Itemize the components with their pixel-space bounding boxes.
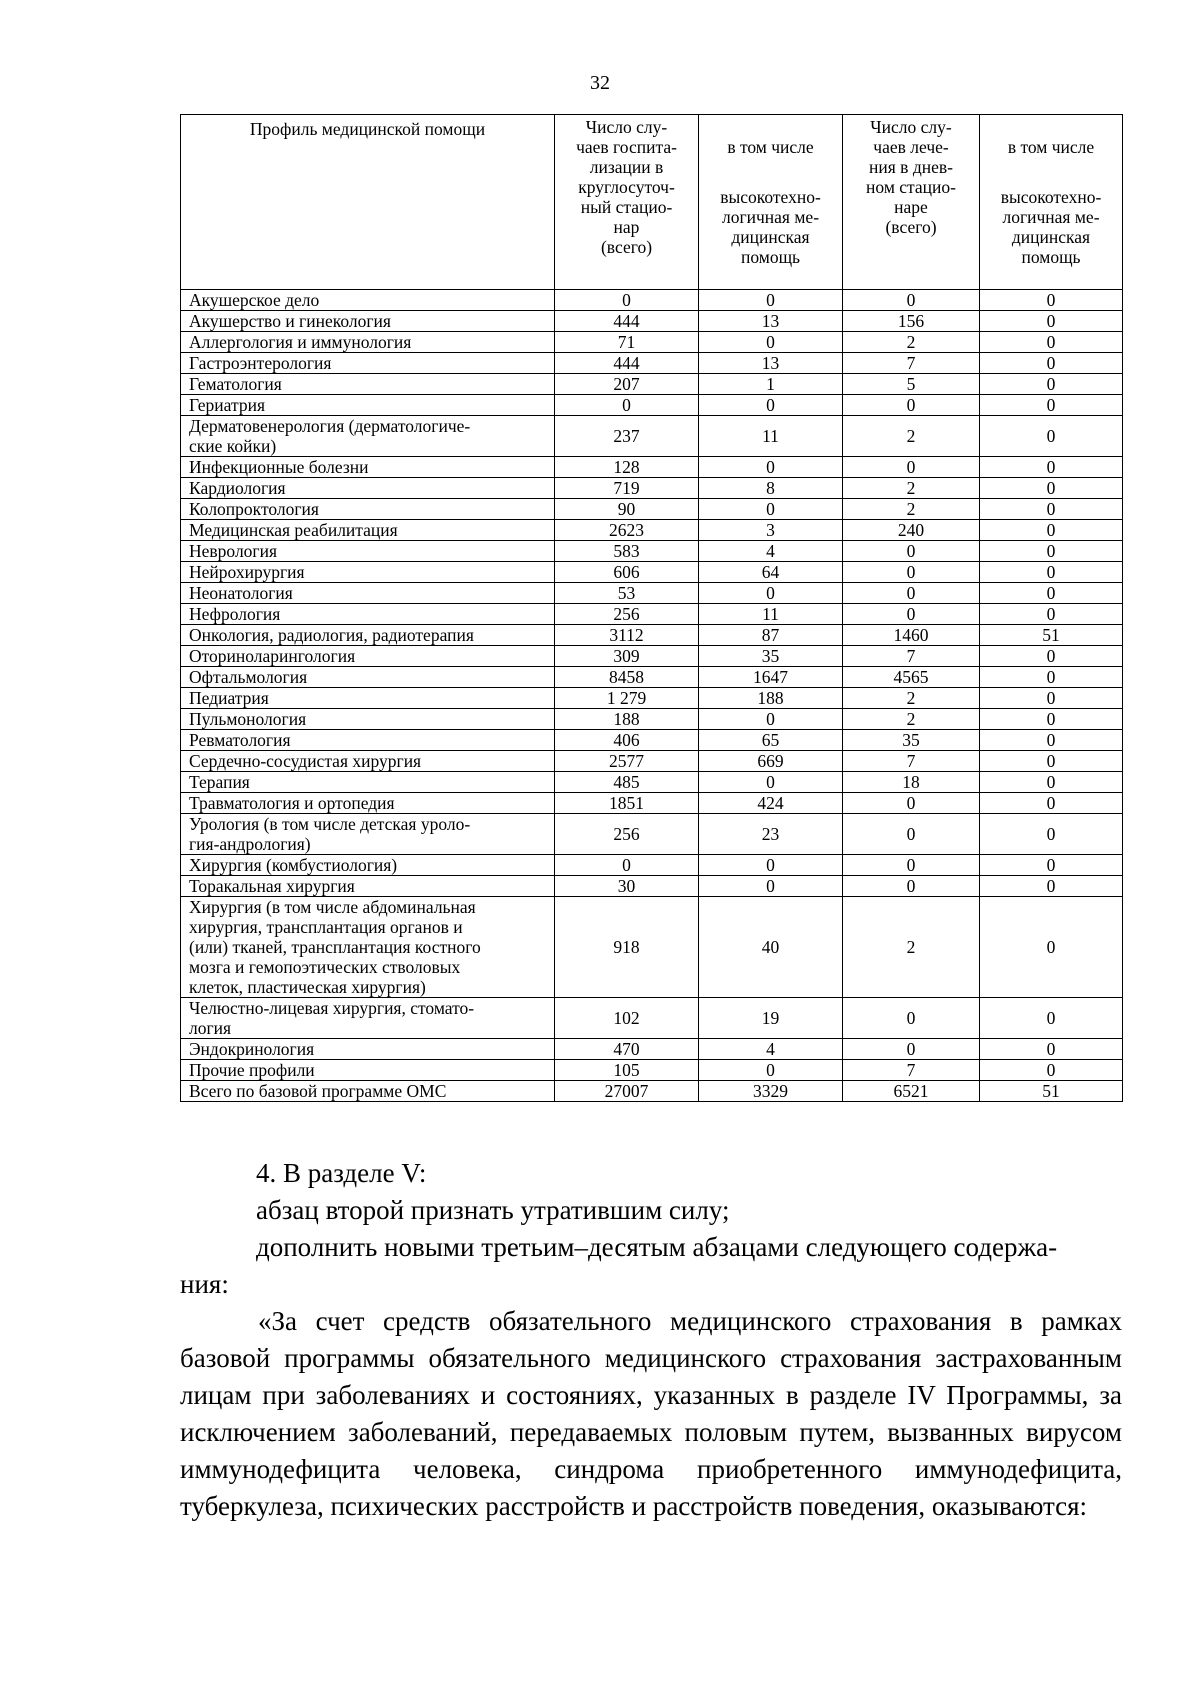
row-value-c3: 1460 [843, 625, 980, 646]
row-value-c2: 23 [699, 814, 843, 855]
row-value-c4: 0 [980, 876, 1123, 897]
header-hosp-incl [699, 115, 843, 290]
row-value-c1: 485 [555, 772, 699, 793]
row-value-c4: 0 [980, 730, 1123, 751]
row-value-c1: 30 [555, 876, 699, 897]
row-value-c4: 0 [980, 688, 1123, 709]
row-profile-name: Педиатрия [181, 688, 555, 709]
row-profile-name: Кардиология [181, 478, 555, 499]
row-value-c2: 424 [699, 793, 843, 814]
header-day-incl-sub: высокотехно- логичная ме- дицинская помощь [1000, 187, 1102, 267]
row-value-c1: 90 [555, 499, 699, 520]
row-value-c3: 0 [843, 814, 980, 855]
row-profile-name: Хирургия (в том числе абдоминальная хирургия, трансплантация органов и (или) тканей, трансплантация костного мозга и гемопоэтических стволовых клеток, пластическая хирургия) [181, 897, 555, 998]
table-row [181, 290, 1123, 311]
header-hosp-incl-sub: высокотехно- логичная ме- дицинская помощь [720, 187, 821, 267]
row-profile-name: Акушерство и гинекология [181, 311, 555, 332]
row-value-c1: 53 [555, 583, 699, 604]
table-row [181, 520, 1123, 541]
row-value-c1: 444 [555, 311, 699, 332]
row-value-c2: 4 [699, 541, 843, 562]
row-value-c1: 918 [555, 897, 699, 998]
table-row [181, 332, 1123, 353]
table-row [181, 688, 1123, 709]
row-value-c2: 8 [699, 478, 843, 499]
table-row [181, 1081, 1123, 1102]
table-body [181, 290, 1123, 1102]
row-value-c3: 0 [843, 876, 980, 897]
row-value-c4: 0 [980, 646, 1123, 667]
row-value-c3: 240 [843, 520, 980, 541]
row-value-c4: 0 [980, 814, 1123, 855]
row-value-c1: 2577 [555, 751, 699, 772]
row-value-c1: 3112 [555, 625, 699, 646]
header-profile-label: Профиль медицинской помощи [249, 119, 486, 139]
table-row [181, 814, 1123, 855]
row-profile-name: Нефрология [181, 604, 555, 625]
row-value-c4: 0 [980, 772, 1123, 793]
row-value-c3: 2 [843, 897, 980, 998]
row-value-c1: 606 [555, 562, 699, 583]
row-value-c4: 0 [980, 1039, 1123, 1060]
row-value-c1: 105 [555, 1060, 699, 1081]
row-profile-name: Всего по базовой программе ОМС [181, 1081, 555, 1102]
row-value-c4: 0 [980, 751, 1123, 772]
table-row [181, 1060, 1123, 1081]
row-value-c4: 0 [980, 520, 1123, 541]
row-profile-name: Неврология [181, 541, 555, 562]
row-profile-name: Урология (в том числе детская уроло- гия-андрология) [181, 814, 555, 855]
row-value-c3: 0 [843, 395, 980, 416]
row-value-c3: 0 [843, 793, 980, 814]
row-value-c2: 0 [699, 290, 843, 311]
table-row [181, 897, 1123, 998]
row-value-c1: 2623 [555, 520, 699, 541]
row-value-c2: 0 [699, 772, 843, 793]
row-value-c1: 188 [555, 709, 699, 730]
row-value-c3: 2 [843, 499, 980, 520]
row-value-c4: 0 [980, 998, 1123, 1039]
table-row [181, 541, 1123, 562]
table-row [181, 876, 1123, 897]
page-number: 32 [590, 72, 610, 94]
row-profile-name: Гастроэнтерология [181, 353, 555, 374]
row-value-c1: 256 [555, 814, 699, 855]
row-value-c1: 27007 [555, 1081, 699, 1102]
row-value-c4: 0 [980, 374, 1123, 395]
header-hosp-incl-top: в том числе [727, 137, 814, 157]
row-value-c1: 583 [555, 541, 699, 562]
table-row [181, 625, 1123, 646]
row-value-c4: 0 [980, 332, 1123, 353]
row-profile-name: Акушерское дело [181, 290, 555, 311]
row-value-c3: 0 [843, 998, 980, 1039]
table-row [181, 772, 1123, 793]
text-line-3: дополнить новыми третьим–десятым абзацами следующего содержа- [256, 1232, 1058, 1262]
row-value-c3: 2 [843, 709, 980, 730]
row-value-c1: 8458 [555, 667, 699, 688]
row-value-c2: 3329 [699, 1081, 843, 1102]
table-row [181, 709, 1123, 730]
row-value-c4: 0 [980, 562, 1123, 583]
row-value-c3: 18 [843, 772, 980, 793]
row-value-c3: 7 [843, 353, 980, 374]
row-value-c3: 4565 [843, 667, 980, 688]
row-value-c3: 2 [843, 416, 980, 457]
row-value-c1: 256 [555, 604, 699, 625]
row-profile-name: Пульмонология [181, 709, 555, 730]
row-profile-name: Эндокринология [181, 1039, 555, 1060]
row-value-c4: 0 [980, 1060, 1123, 1081]
row-value-c4: 0 [980, 353, 1123, 374]
row-value-c4: 51 [980, 625, 1123, 646]
row-value-c4: 0 [980, 290, 1123, 311]
row-value-c2: 4 [699, 1039, 843, 1060]
table-row [181, 457, 1123, 478]
table-header-row [181, 115, 1123, 290]
row-value-c4: 0 [980, 793, 1123, 814]
row-profile-name: Торакальная хирургия [181, 876, 555, 897]
table-row [181, 751, 1123, 772]
row-value-c3: 7 [843, 1060, 980, 1081]
row-profile-name: Медицинская реабилитация [181, 520, 555, 541]
row-profile-name: Офтальмология [181, 667, 555, 688]
row-profile-name: Ревматология [181, 730, 555, 751]
row-value-c3: 0 [843, 541, 980, 562]
row-value-c4: 0 [980, 541, 1123, 562]
table-row [181, 667, 1123, 688]
text-line-2: абзац второй признать утратившим силу; [256, 1195, 730, 1225]
header-day-incl-top: в том числе [1007, 137, 1095, 157]
row-value-c1: 0 [555, 290, 699, 311]
row-value-c2: 0 [699, 332, 843, 353]
row-value-c4: 0 [980, 395, 1123, 416]
row-value-c1: 207 [555, 374, 699, 395]
row-value-c3: 0 [843, 604, 980, 625]
row-value-c3: 0 [843, 855, 980, 876]
row-value-c3: 7 [843, 646, 980, 667]
text-line-4: ния: [180, 1269, 229, 1299]
row-value-c3: 35 [843, 730, 980, 751]
row-value-c2: 188 [699, 688, 843, 709]
table-row [181, 374, 1123, 395]
row-value-c1: 1851 [555, 793, 699, 814]
table-row [181, 478, 1123, 499]
row-value-c4: 0 [980, 604, 1123, 625]
row-value-c2: 11 [699, 416, 843, 457]
row-value-c2: 0 [699, 876, 843, 897]
header-day-incl [980, 115, 1123, 290]
header-day-total: Число слу- чаев лече- ния в днев- ном стацио- наре (всего) [843, 115, 980, 290]
row-value-c2: 11 [699, 604, 843, 625]
row-value-c2: 87 [699, 625, 843, 646]
table-row [181, 793, 1123, 814]
row-value-c2: 35 [699, 646, 843, 667]
amendment-text [180, 1155, 1122, 1525]
table-row [181, 604, 1123, 625]
row-profile-name: Инфекционные болезни [181, 457, 555, 478]
hospitalization-table [180, 114, 1123, 1102]
table-row [181, 998, 1123, 1039]
row-value-c1: 719 [555, 478, 699, 499]
row-value-c4: 0 [980, 478, 1123, 499]
row-value-c2: 40 [699, 897, 843, 998]
table-row [181, 646, 1123, 667]
row-profile-name: Онкология, радиология, радиотерапия [181, 625, 555, 646]
row-value-c1: 0 [555, 395, 699, 416]
row-value-c1: 128 [555, 457, 699, 478]
row-value-c1: 102 [555, 998, 699, 1039]
row-value-c2: 0 [699, 499, 843, 520]
row-value-c4: 51 [980, 1081, 1123, 1102]
row-profile-name: Гематология [181, 374, 555, 395]
table-row [181, 311, 1123, 332]
row-value-c1: 444 [555, 353, 699, 374]
header-hosp-total: Число слу- чаев госпита- лизации в круглосуточ- ный стацио- нар (всего) [555, 115, 699, 290]
row-value-c2: 0 [699, 457, 843, 478]
table-row [181, 499, 1123, 520]
table-row [181, 416, 1123, 457]
row-profile-name: Прочие профили [181, 1060, 555, 1081]
row-value-c3: 0 [843, 290, 980, 311]
row-value-c1: 1 279 [555, 688, 699, 709]
row-profile-name: Нейрохирургия [181, 562, 555, 583]
section-heading: 4. В разделе V: [256, 1158, 427, 1188]
row-profile-name: Колопроктология [181, 499, 555, 520]
row-profile-name: Дерматовенерология (дерматологиче- ские койки) [181, 416, 555, 457]
row-value-c2: 0 [699, 583, 843, 604]
table-row [181, 395, 1123, 416]
row-profile-name: Гериатрия [181, 395, 555, 416]
row-value-c2: 0 [699, 709, 843, 730]
row-value-c4: 0 [980, 667, 1123, 688]
row-value-c1: 71 [555, 332, 699, 353]
table-row [181, 583, 1123, 604]
row-value-c2: 1 [699, 374, 843, 395]
table-row [181, 855, 1123, 876]
row-value-c3: 6521 [843, 1081, 980, 1102]
table-row [181, 1039, 1123, 1060]
row-profile-name: Терапия [181, 772, 555, 793]
row-value-c2: 0 [699, 1060, 843, 1081]
row-value-c1: 406 [555, 730, 699, 751]
row-value-c2: 0 [699, 855, 843, 876]
row-value-c2: 0 [699, 395, 843, 416]
body-paragraph: «За счет средств обязательного медицинского страхования в рамках базовой программы обязательного медицинского страхования застрахованным лицам при заболеваниях и состояниях, указанных в разделе IV Программы, за исключением заболеваний, передаваемых половым путем, вызванных вирусом иммунодефицита человека, синдрома приобретенного иммунодефицита, туберкулеза, психических расстройств и расстройств поведения, оказываются: [180, 1306, 1122, 1521]
row-profile-name: Сердечно-сосудистая хирургия [181, 751, 555, 772]
row-value-c4: 0 [980, 709, 1123, 730]
row-value-c4: 0 [980, 499, 1123, 520]
row-value-c2: 13 [699, 311, 843, 332]
row-value-c2: 65 [699, 730, 843, 751]
row-value-c2: 1647 [699, 667, 843, 688]
row-value-c4: 0 [980, 583, 1123, 604]
header-profile [181, 115, 555, 290]
row-profile-name: Хирургия (комбустиология) [181, 855, 555, 876]
table-row [181, 353, 1123, 374]
row-value-c3: 2 [843, 688, 980, 709]
row-value-c3: 0 [843, 583, 980, 604]
row-value-c3: 5 [843, 374, 980, 395]
row-profile-name: Челюстно-лицевая хирургия, стомато- логия [181, 998, 555, 1039]
row-profile-name: Неонатология [181, 583, 555, 604]
row-value-c3: 0 [843, 457, 980, 478]
row-value-c4: 0 [980, 457, 1123, 478]
row-value-c4: 0 [980, 311, 1123, 332]
row-value-c2: 3 [699, 520, 843, 541]
row-value-c4: 0 [980, 416, 1123, 457]
row-value-c1: 470 [555, 1039, 699, 1060]
row-value-c1: 309 [555, 646, 699, 667]
table-row [181, 730, 1123, 751]
row-value-c1: 0 [555, 855, 699, 876]
row-value-c2: 13 [699, 353, 843, 374]
table-row [181, 562, 1123, 583]
row-value-c3: 156 [843, 311, 980, 332]
row-value-c2: 669 [699, 751, 843, 772]
row-value-c4: 0 [980, 897, 1123, 998]
row-value-c3: 0 [843, 1039, 980, 1060]
row-value-c3: 2 [843, 332, 980, 353]
row-profile-name: Аллергология и иммунология [181, 332, 555, 353]
row-value-c2: 19 [699, 998, 843, 1039]
row-value-c3: 7 [843, 751, 980, 772]
row-profile-name: Оториноларингология [181, 646, 555, 667]
row-value-c2: 64 [699, 562, 843, 583]
row-value-c3: 0 [843, 562, 980, 583]
row-value-c4: 0 [980, 855, 1123, 876]
row-value-c1: 237 [555, 416, 699, 457]
row-value-c3: 2 [843, 478, 980, 499]
row-profile-name: Травматология и ортопедия [181, 793, 555, 814]
